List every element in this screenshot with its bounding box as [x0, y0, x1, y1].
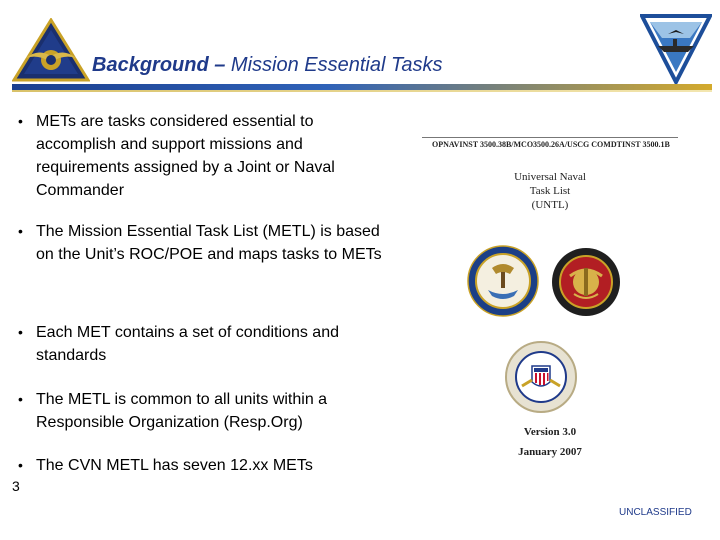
bullet-text: METs are tasks considered essential to accomplish and support missions and requirements assigned by a Joint or Naval Commander	[36, 113, 335, 199]
title-rest: Mission Essential Tasks	[230, 54, 443, 76]
doc-header-rule	[422, 137, 678, 138]
bullet-item	[14, 388, 394, 434]
untl-cover-image	[420, 134, 678, 464]
bullet-text: The Mission Essential Task List (METL) is based on the Unit’s ROC/POE and maps tasks to METs	[36, 223, 382, 263]
bullet-item	[14, 110, 394, 202]
doc-title-line: (UNTL)	[531, 199, 569, 211]
classification-label: UNCLASSIFIED	[619, 507, 692, 518]
bullet-text: The METL is common to all units within a Responsible Organization (Resp.Org)	[36, 391, 328, 431]
coast-guard-seal-icon	[504, 340, 578, 419]
slide-title	[92, 54, 632, 77]
bullet-text: Each MET contains a set of conditions and standards	[36, 324, 339, 364]
bullet-item	[14, 454, 394, 477]
aircraft-carrier-logo-icon	[640, 12, 712, 84]
doc-title-line: Universal Naval	[514, 171, 586, 183]
bullet-text: The CVN METL has seven 12.xx METs	[36, 457, 313, 474]
bullet-marker: •	[18, 391, 23, 407]
marine-corps-seal-icon	[550, 246, 622, 323]
doc-date: January 2007	[518, 446, 582, 458]
title-divider-accent	[12, 90, 712, 92]
bullet-marker: •	[18, 457, 23, 473]
bullet-item	[14, 321, 394, 367]
bullet-marker: •	[18, 324, 23, 340]
doc-title-line: Task List	[529, 185, 571, 197]
bullet-marker: •	[18, 223, 23, 239]
bullet-item	[14, 220, 394, 266]
title-lead: Background –	[92, 54, 231, 76]
doc-version: Version 3.0	[523, 426, 577, 438]
navy-wings-logo-icon	[12, 18, 90, 84]
navy-seal-icon	[466, 244, 540, 323]
bullet-marker: •	[18, 113, 23, 129]
doc-title	[480, 170, 620, 212]
doc-header: OPNAVINST 3500.38B/MCO3500.26A/USCG COMDTINST 3500.1B	[432, 140, 670, 149]
page-number: 3	[12, 478, 20, 494]
